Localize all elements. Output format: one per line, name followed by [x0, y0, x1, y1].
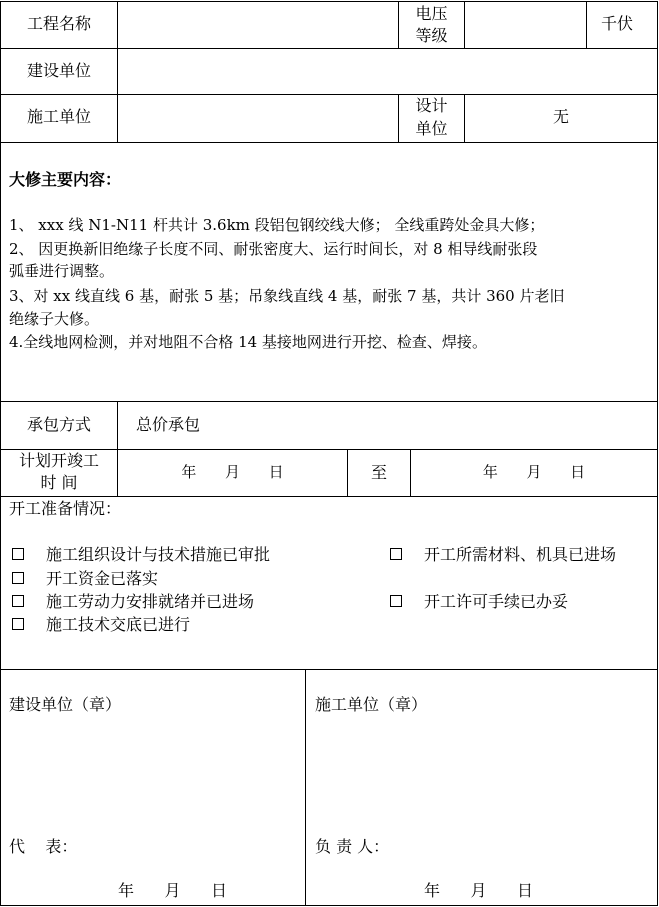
contract-label: 承包方式 [26, 415, 91, 434]
prep-item-design-approved: 施工组织设计与技术措施已审批 [46, 545, 271, 564]
project-name-label: 工程名称 [26, 14, 91, 33]
schedule-to: 至 [370, 463, 387, 482]
contract-value: 总价承包 [136, 415, 201, 434]
row-divider-3 [0, 142, 658, 143]
checkbox-materials-ready[interactable] [390, 548, 402, 560]
prep-item-labor-ready: 施工劳动力安排就绪并已进场 [46, 592, 255, 611]
col-divider-label [117, 1, 118, 142]
owner-field[interactable] [125, 61, 645, 81]
col-divider-signatures [305, 669, 306, 906]
col-divider-contract [117, 401, 118, 496]
row-divider-6 [0, 496, 658, 497]
owner-seal-title: 建设单位（章） [9, 695, 122, 714]
table-border-bottom [0, 905, 658, 906]
checkbox-labor-ready[interactable] [12, 595, 24, 607]
prep-item-funds-ready: 开工资金已落实 [46, 569, 159, 588]
voltage-field[interactable] [470, 14, 580, 34]
project-name-field[interactable] [125, 14, 390, 34]
checkbox-tech-briefing[interactable] [12, 618, 24, 630]
voltage-unit: 千伏 [601, 14, 634, 33]
owner-label: 建设单位 [26, 61, 91, 80]
col-divider-voltage-value [464, 1, 465, 48]
constructor-field[interactable] [125, 107, 390, 127]
row-divider-2 [0, 94, 658, 95]
overhaul-line: 2、 因更换新旧绝缘子长度不同、耐张密度大、运行时间长，对 8 相导线耐张段 [9, 240, 538, 258]
constructor-responsible: 负 责 人： [315, 837, 390, 856]
overhaul-line: 1、 xxx 线 N1-N11 杆共计 3.6km 段铝包钢绞线大修； 全线重跨处金具大修； [9, 216, 545, 234]
prep-item-permit-ready: 开工许可手续已办妥 [424, 592, 569, 611]
prep-item-materials-ready: 开工所需材料、机具已进场 [424, 545, 617, 564]
checkbox-design-approved[interactable] [12, 548, 24, 560]
designer-label-line2: 单位 [415, 119, 448, 138]
voltage-label-line1: 电压 [415, 4, 448, 23]
col-divider-voltage-unit [586, 1, 587, 48]
checkbox-permit-ready[interactable] [390, 595, 402, 607]
table-border-top [0, 1, 658, 2]
schedule-label-line2: 时 间 [40, 473, 78, 492]
overhaul-line: 弧垂进行调整。 [9, 262, 115, 280]
overhaul-line: 3、对 xx 线直线 6 基，耐张 5 基；吊象线直线 4 基，耐张 7 基，共计 360 片老旧 [9, 287, 565, 305]
overhaul-line: 绝缘子大修。 [9, 310, 100, 328]
overhaul-title: 大修主要内容： [9, 170, 122, 189]
start-date: 年 月 日 [181, 463, 284, 481]
row-divider-5 [0, 449, 658, 450]
designer-label-line1: 设计 [415, 96, 448, 115]
overhaul-line: 4.全线地网检测，并对地阻不合格 14 基接地网进行开挖、检查、焊接。 [9, 333, 487, 351]
row-divider-1 [0, 48, 658, 49]
constructor-sign-date: 年 月 日 [424, 881, 534, 900]
end-date: 年 月 日 [482, 463, 586, 481]
table-border-right [657, 1, 658, 906]
checkbox-funds-ready[interactable] [12, 572, 24, 584]
row-divider-7 [0, 669, 658, 670]
owner-representative: 代 表： [9, 837, 78, 856]
schedule-label-line1: 计划开竣工 [18, 451, 99, 470]
constructor-label: 施工单位 [26, 107, 91, 126]
designer-value: 无 [552, 107, 569, 126]
row-divider-4 [0, 401, 658, 402]
prep-item-tech-briefing: 施工技术交底已进行 [46, 615, 191, 634]
voltage-label-line2: 等级 [415, 26, 448, 45]
owner-sign-date: 年 月 日 [118, 881, 228, 900]
constructor-seal-title: 施工单位（章） [315, 695, 428, 714]
preparation-title: 开工准备情况： [9, 499, 122, 518]
